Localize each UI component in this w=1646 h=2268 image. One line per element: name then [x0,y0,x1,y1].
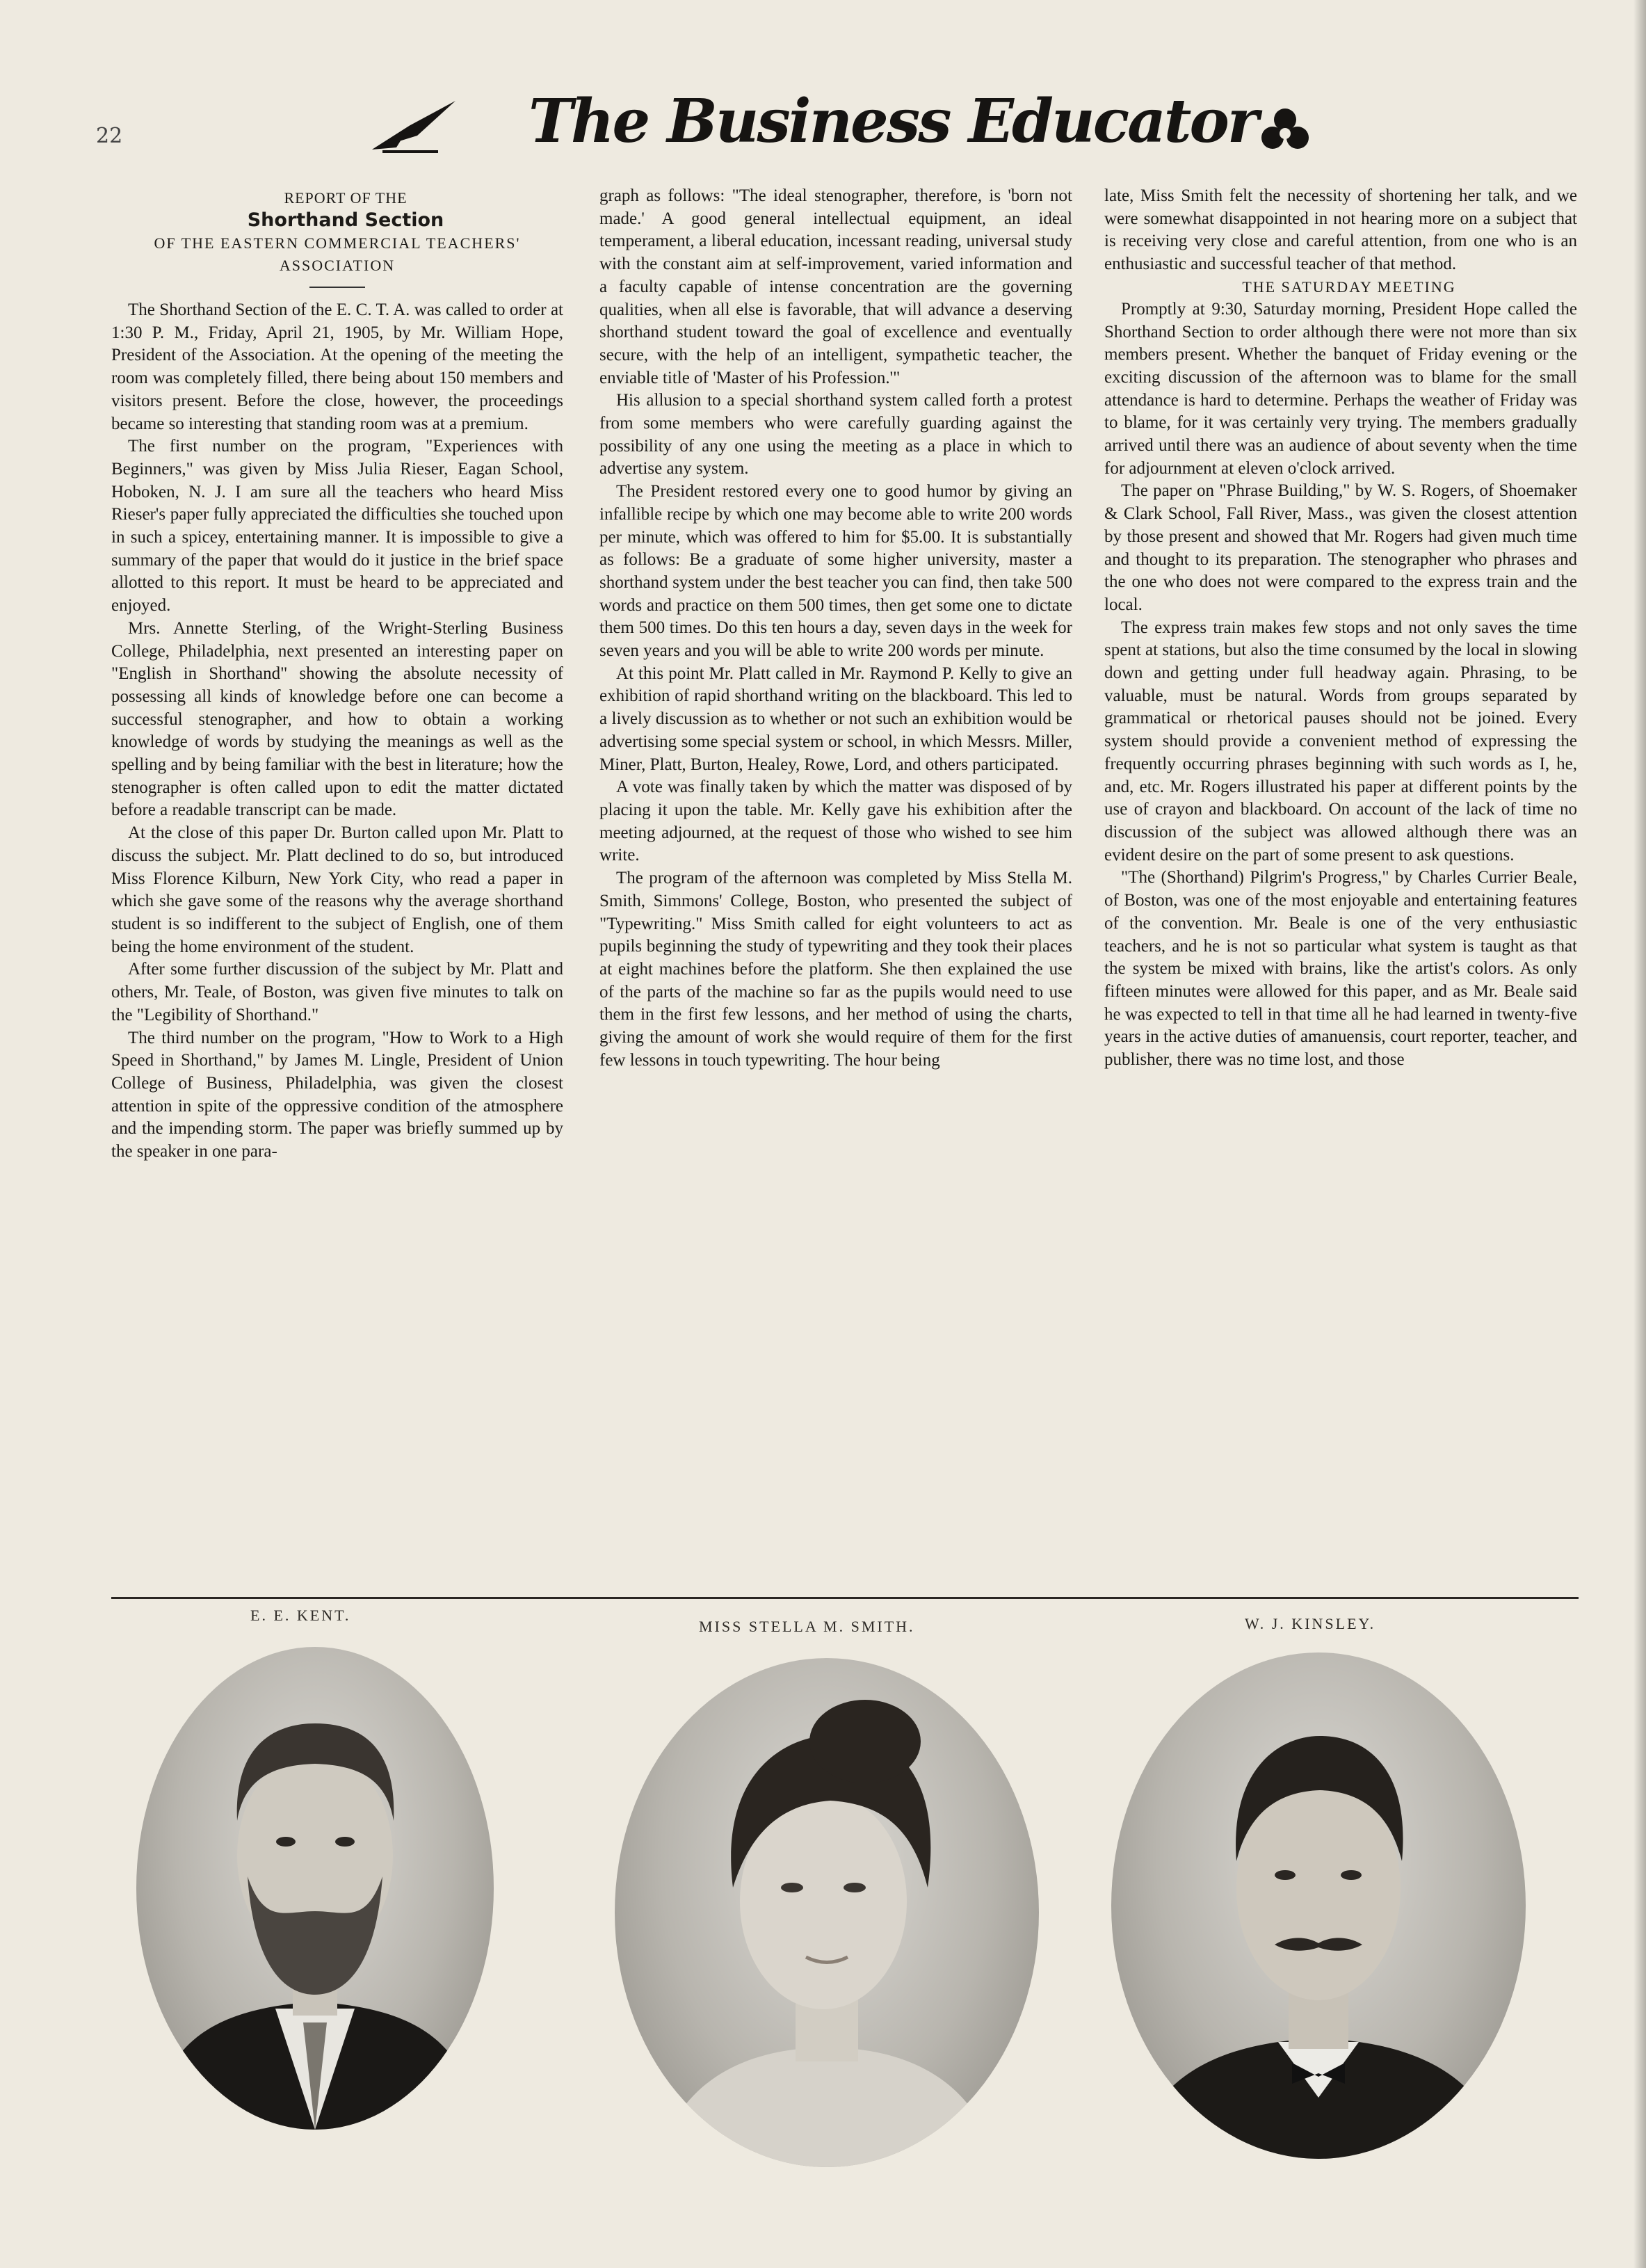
section-title: Shorthand Section [247,209,444,231]
paragraph: At this point Mr. Platt called in Mr. Raymond P. Kelly to give an exhibition of rapid shorthand writing on the blackboard. This led to a lively discussion as to whether or not such an exhibition would be advertising some special system or school, in which Messrs. Miller, Miner, Platt, Burton, Healey, Rowe, Lord, and others participated. [599,663,1072,774]
section-divider [111,1597,1579,1599]
paragraph: The express train makes few stops and not only saves the time spent at stations, but also the time consumed by the local in slowing down and getting under full headway again. Phrasing, to be valuable, must be natural. Words from groups separated by grammatical or rhetorical pauses should not be joined. Every system should provide a convenient method of expressing the frequently occurring phrases beginning with such words as I, he, and, etc. Mr. Rogers illustrated his paper at different points by the use of crayon and blackboard. On account of the lack of time no discussion of the subject was allowed although there was an evident desire on the part of some present to ask questions. [1104,618,1577,864]
paragraph: After some further discussion of the subject by Mr. Platt and others, Mr. Teale, of Boston, was given five minutes to talk on the "Legibility of Shorthand." [111,960,563,1024]
article-column-2 [599,185,1072,1072]
page-number: 22 [96,124,123,148]
article-column-1 [111,188,563,1164]
paragraph: The Shorthand Section of the E. C. T. A. was called to order at 1:30 P. M., Friday, April 21, 1905, by Mr. William Hope, President of the Association. At the opening of the meeting the room was completely filled, there being about 150 members and visitors present. Before the close, however, the proceedings became so interesting that standing room was at a premium. [111,300,563,433]
paragraph: The program of the afternoon was completed by Miss Stella M. Smith, Simmons' College, Boston, who presented the subject of "Typewriting." Miss Smith called for eight volunteers to act as pupils beginning the study of typewriting and they took their places at eight machines before the platform. She then explained the use of the parts of the machine so far as the pupils would need to use them in the first few lessons, and her method of using the charts, giving the amount of work she would require of them for the first few lessons in touch typewriting. The hour being [599,869,1072,1070]
paragraph: A vote was finally taken by which the matter was disposed of by placing it upon the table. Mr. Kelly gave his exhibition after the meeting adjourned, at the request of those who wished to see him write. [599,778,1072,865]
paragraph: The paper on "Phrase Building," by W. S. Rogers, of Shoemaker & Clark School, Fall River, Mass., was given the closest attention by those present and showed that Mr. Rogers had given much time and thought to its preparation. The stenographer who phrases and the one who does not were compared to the express train and the local. [1104,481,1577,614]
portrait-caption-kent: E. E. KENT. [250,1607,351,1624]
association-subheading: OF THE EASTERN COMMERCIAL TEACHERS' ASSOCIATION [154,234,521,274]
portrait-caption-smith: MISS STELLA M. SMITH. [699,1618,915,1635]
quill-pen-icon [369,97,459,153]
paragraph: The third number on the program, "How to Work to a High Speed in Shorthand," by James M. Lingle, President of Union College of Business, Philadelphia, was given the closest attention in spite of the oppressive condition of the atmosphere and the impending storm. The paper was briefly summed up by the speaker in one para- [111,1028,563,1161]
paragraph: The President restored every one to good humor by giving an infallible recipe by which one may become able to write 200 words per minute, which was offered to him for $5.00. It is substantially as follows: Be a graduate of some higher university, master a shorthand system under the best teacher you can find, then take 500 words and practice on them 500 times, then get some one to dictate them 500 times. Do this ten hours a day, seven days in the week for seven years and you will be able to write 200 words per minute. [599,482,1072,661]
paragraph: Mrs. Annette Sterling, of the Wright-Sterling Business College, Philadelphia, next presented an interesting paper on "English in Shorthand" showing the absolute necessity of possessing all kinds of knowledge before one can become a successful stenographer, and how to obtain a working knowledge of words by studying the meanings as well as the spelling and by being familiar with the best in literature; how the stenographer is often called upon to edit the matter dictated before a readable transcript can be made. [111,618,563,820]
paragraph: His allusion to a special shorthand system called forth a protest from some members who were carefully guarding against the possibility of any one using the meeting as a place in which to advertise any system. [599,391,1072,478]
portrait-kinsley [1111,1652,1526,2159]
page-edge-shadow [1633,0,1646,2268]
masthead-title: The Business Educator [529,86,1257,156]
heading-rule [309,287,365,288]
paragraph: "The (Shorthand) Pilgrim's Progress," by Charles Currier Beale, of Boston, was one of the most enjoyable and entertaining features of the convention. Mr. Beale is one of the very enthusiastic teachers, and he is not so particular what system is taught as that the system be mixed with brains, like the artist's colors. As only fifteen minutes were allowed for this paper, and as Mr. Beale said he was expected to tell in that time all he had learned in twenty-five years in the active duties of amanuensis, court reporter, teacher, and publisher, there was no time lost, and those [1104,868,1577,1070]
emblem-icon [1257,103,1313,159]
portrait-caption-kinsley: W. J. KINSLEY. [1245,1615,1376,1632]
portrait-smith [615,1658,1039,2167]
paragraph: The first number on the program, "Experiences with Beginners," was given by Miss Julia Rieser, Eagan School, Hoboken, N. J. I am sure all the teachers who heard Miss Rieser's paper fully appreciated the difficulties she touched upon in such a spicey, entertaining manner. It is impossible to give a summary of the paper that would do it justice in the brief space allotted to this report. It must be heard to be appreciated and enjoyed. [111,437,563,616]
report-heading: REPORT OF THE [284,189,408,207]
saturday-heading: THE SATURDAY MEETING [1242,278,1456,296]
portrait-kent [136,1647,494,2130]
article-column-3 [1104,185,1577,1072]
paragraph-continued: graph as follows: "The ideal stenographer, therefore, is 'born not made.' A good general intellectual equipment, an ideal temperament, a liberal education, incessant reading, universal study with the constant aim at self-improvement, varied information and a faculty capable of intense concentration are the governing qualities, when all else is favorable, that will advance a deserving shorthand student toward the goal of excellence and eventually secure, with the help of an intelligent, sympathetic teacher, the enviable title of 'Master of his Profession.'" [599,186,1072,387]
paragraph: Promptly at 9:30, Saturday morning, President Hope called the Shorthand Section to order although there were not more than six members present. Whether the banquet of Friday evening or the exciting discussion of the afternoon was to blame for the small attendance is hard to determine. Perhaps the weather of Friday was to blame, for it was certainly very trying. The members gradually arrived until there was an audience of about seventy when the time for adjournment at eleven o'clock arrived. [1104,299,1577,478]
paragraph-continued: late, Miss Smith felt the necessity of shortening her talk, and we were somewhat disappointed in not hearing more on a subject that is receiving very close and careful attention, from one who is an enthusiastic and successful teacher of that method. [1104,186,1577,274]
paragraph: At the close of this paper Dr. Burton called upon Mr. Platt to discuss the subject. Mr. Platt declined to do so, but introduced Miss Florence Kilburn, New York City, who read a paper in which she gave some of the reasons why the average shorthand student is so indifferent to the subject of English, one of them being the home environment of the student. [111,823,563,956]
